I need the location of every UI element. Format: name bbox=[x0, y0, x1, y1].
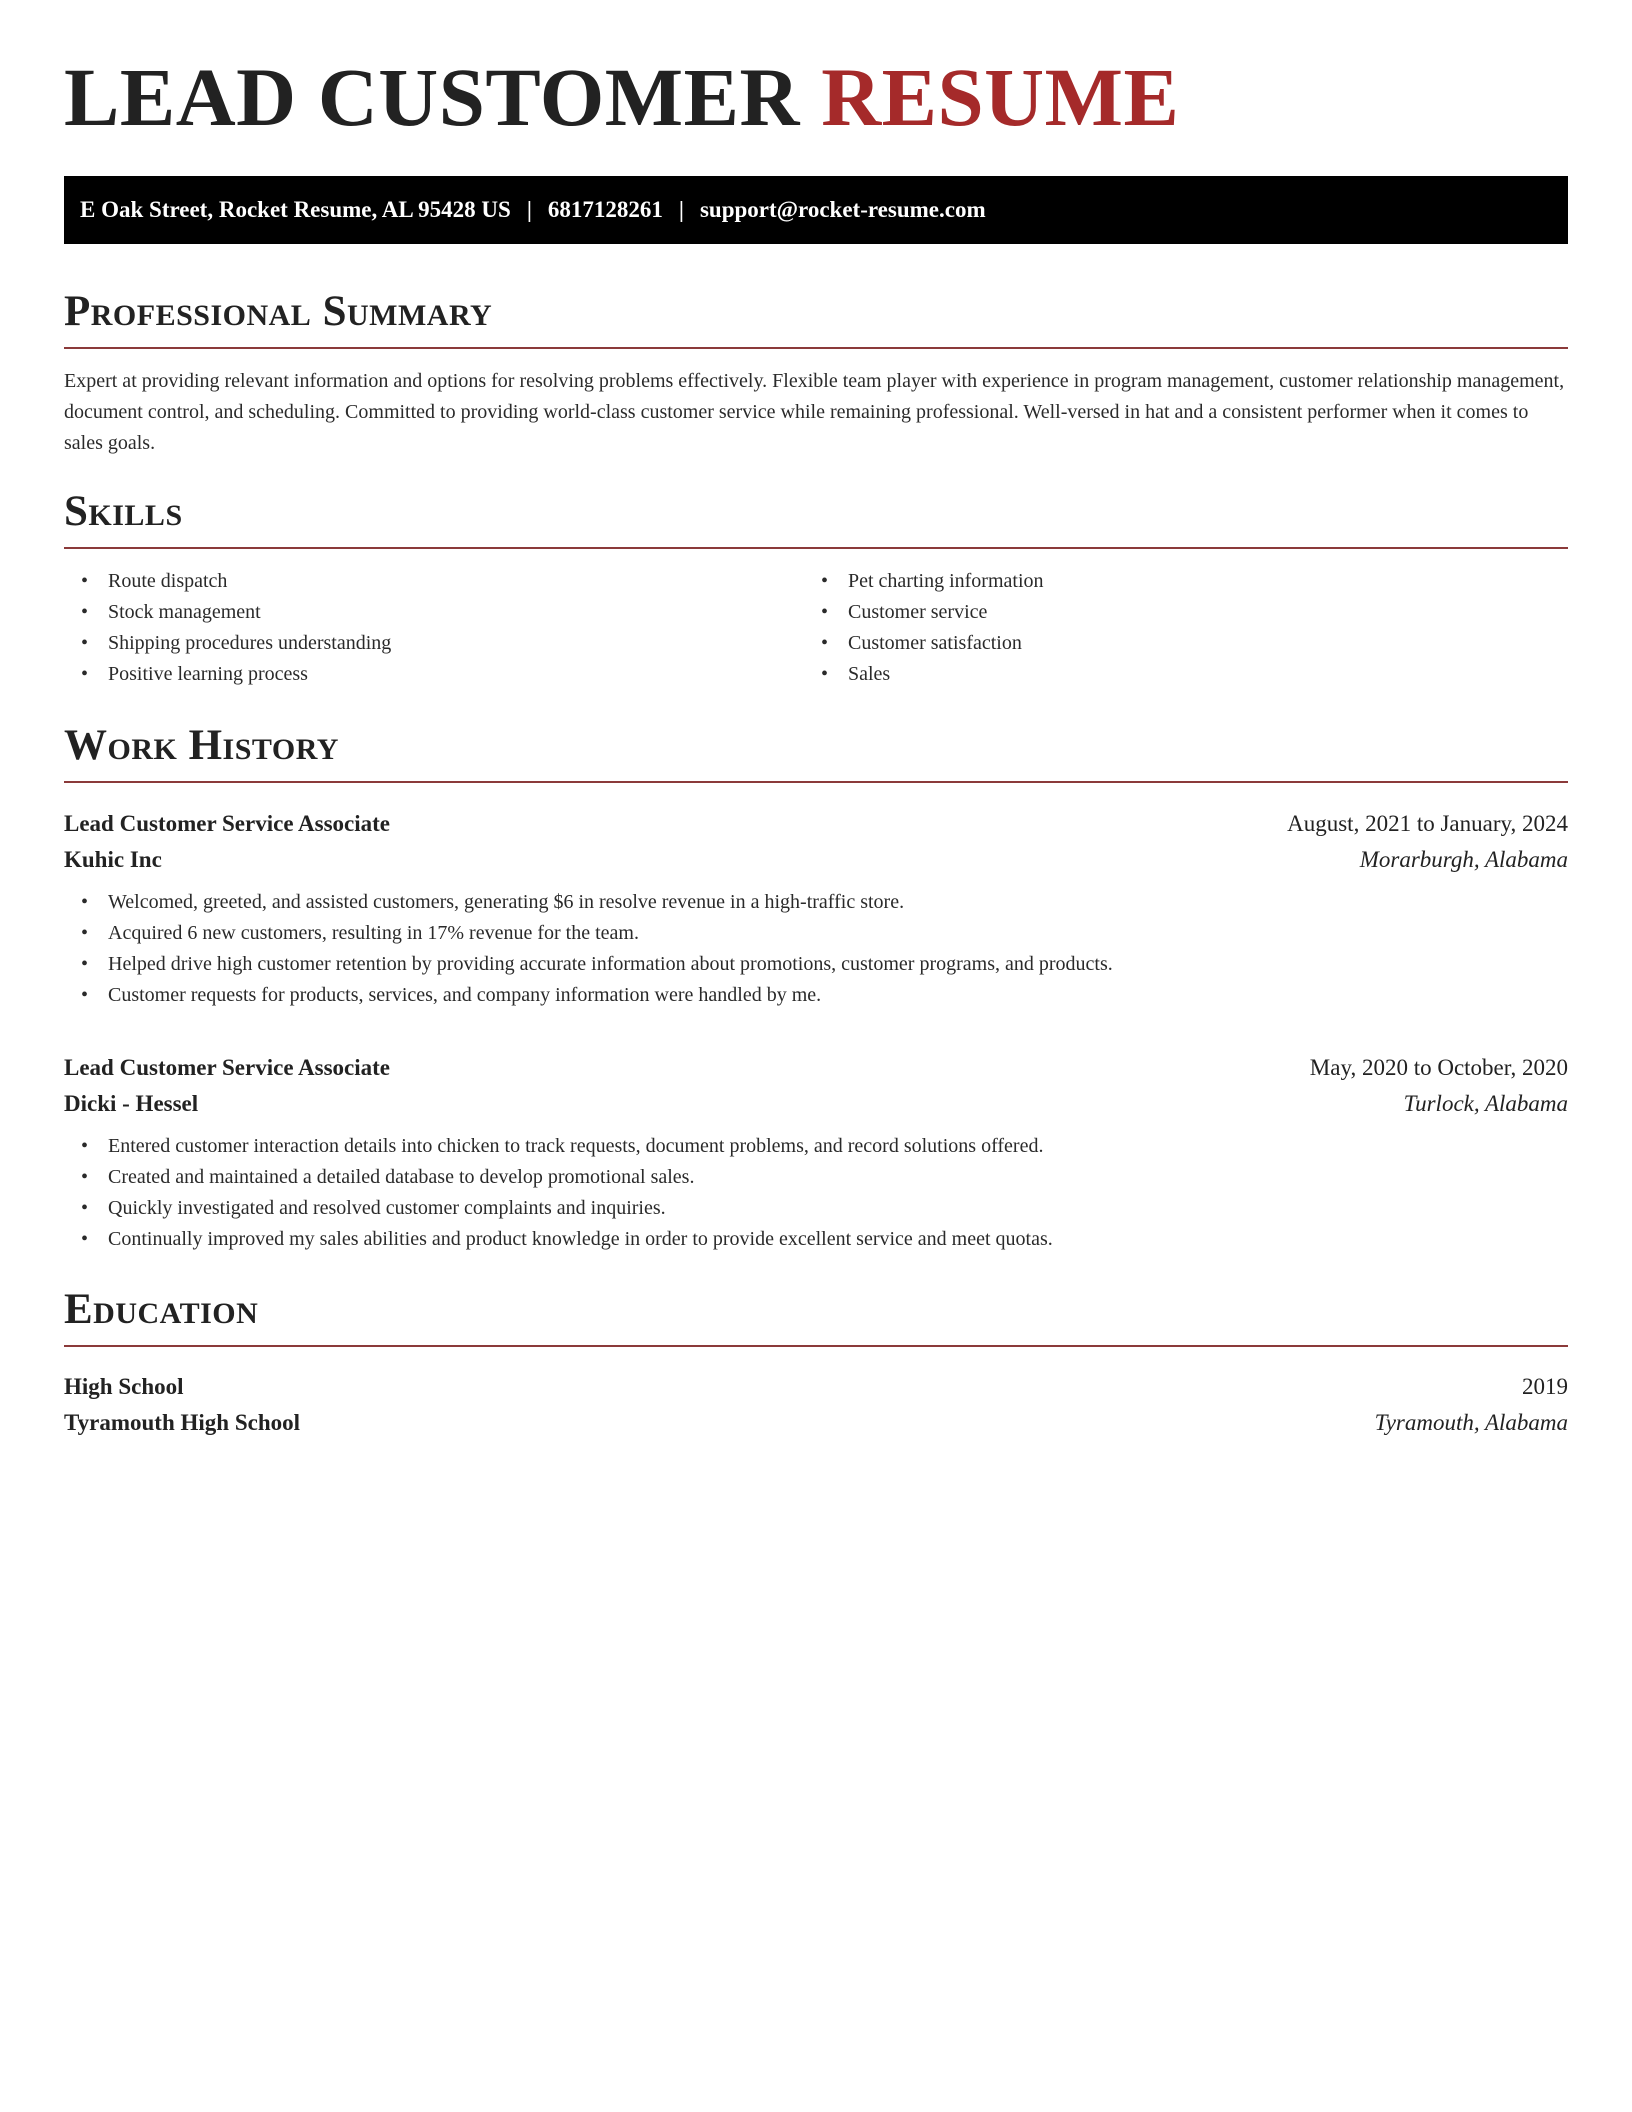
job-title: Lead Customer Service Associate bbox=[64, 811, 390, 836]
job-bullets bbox=[64, 887, 1568, 1011]
job-bullet: • Entered customer interaction details into chicken to track requests, document problems, and record solutions offered. bbox=[64, 1131, 1568, 1162]
title-accent: RESUME bbox=[821, 51, 1180, 143]
skills-list bbox=[64, 566, 1568, 690]
education-header bbox=[64, 1375, 1568, 1398]
job-dates: May, 2020 to October, 2020 bbox=[1309, 1055, 1568, 1080]
skills-column-right bbox=[804, 566, 1544, 690]
contact-address: E Oak Street, Rocket Resume, AL 95428 US bbox=[80, 197, 511, 222]
education-degree: High School bbox=[64, 1374, 184, 1399]
job-title: Lead Customer Service Associate bbox=[64, 1055, 390, 1080]
job-header bbox=[64, 812, 1568, 835]
summary-text: Expert at providing relevant information and options for resolving problems effectively. Flexible team player with experience in program management, customer relationship management, document control, and scheduling. Committed to providing world-class customer service while remaining professional. Well-versed in hat and a consistent performer when it comes to sales goals. bbox=[64, 370, 1565, 454]
education-location: Tyramouth, Alabama bbox=[1374, 1410, 1568, 1435]
skill-item: • Route dispatch bbox=[64, 566, 804, 597]
resume-title bbox=[64, 51, 1180, 143]
job-dates: August, 2021 to January, 2024 bbox=[1287, 811, 1568, 836]
skill-item: • Sales bbox=[804, 659, 1544, 690]
summary-heading: Professional Summary bbox=[64, 290, 1568, 349]
skill-item: • Positive learning process bbox=[64, 659, 804, 690]
skills-column-left bbox=[64, 566, 804, 690]
skill-item: • Stock management bbox=[64, 597, 804, 628]
contact-phone: 6817128261 bbox=[547, 197, 663, 222]
job-bullet: • Customer requests for products, services, and company information were handled by me. bbox=[64, 980, 1568, 1011]
job-company: Dicki - Hessel bbox=[64, 1091, 199, 1116]
job-bullet: • Helped drive high customer retention by providing accurate information about promotions, customer programs, and products. bbox=[64, 949, 1568, 980]
job-header bbox=[64, 1056, 1568, 1079]
job-location: Turlock, Alabama bbox=[1403, 1091, 1568, 1116]
education-subheader bbox=[64, 1411, 1568, 1434]
education-year: 2019 bbox=[1522, 1374, 1568, 1399]
contact-separator: | bbox=[678, 197, 684, 222]
skill-item: • Customer service bbox=[804, 597, 1544, 628]
education-school: Tyramouth High School bbox=[64, 1410, 300, 1435]
job-bullet: • Quickly investigated and resolved customer complaints and inquiries. bbox=[64, 1193, 1568, 1224]
job-bullet: • Acquired 6 new customers, resulting in 17% revenue for the team. bbox=[64, 918, 1568, 949]
contact-email: support@rocket-resume.com bbox=[699, 197, 986, 222]
skill-item: • Customer satisfaction bbox=[804, 628, 1544, 659]
contact-bar bbox=[64, 176, 1568, 244]
work-heading: Work History bbox=[64, 724, 1568, 783]
education-heading: Education bbox=[64, 1288, 1568, 1347]
skill-item: • Pet charting information bbox=[804, 566, 1544, 597]
job-subheader bbox=[64, 1092, 1568, 1115]
job-bullet: • Welcomed, greeted, and assisted customers, generating $6 in resolve revenue in a high-traffic store. bbox=[64, 887, 1568, 918]
contact-separator: | bbox=[526, 197, 532, 222]
job-company: Kuhic Inc bbox=[64, 847, 162, 872]
job-bullet: • Created and maintained a detailed database to develop promotional sales. bbox=[64, 1162, 1568, 1193]
title-main: LEAD CUSTOMER bbox=[64, 51, 800, 143]
skills-heading: Skills bbox=[64, 490, 1568, 549]
job-bullet: • Continually improved my sales abilities and product knowledge in order to provide excellent service and meet quotas. bbox=[64, 1224, 1568, 1255]
job-location: Morarburgh, Alabama bbox=[1359, 847, 1568, 872]
skill-item: • Shipping procedures understanding bbox=[64, 628, 804, 659]
job-subheader bbox=[64, 848, 1568, 871]
job-bullets bbox=[64, 1131, 1568, 1255]
